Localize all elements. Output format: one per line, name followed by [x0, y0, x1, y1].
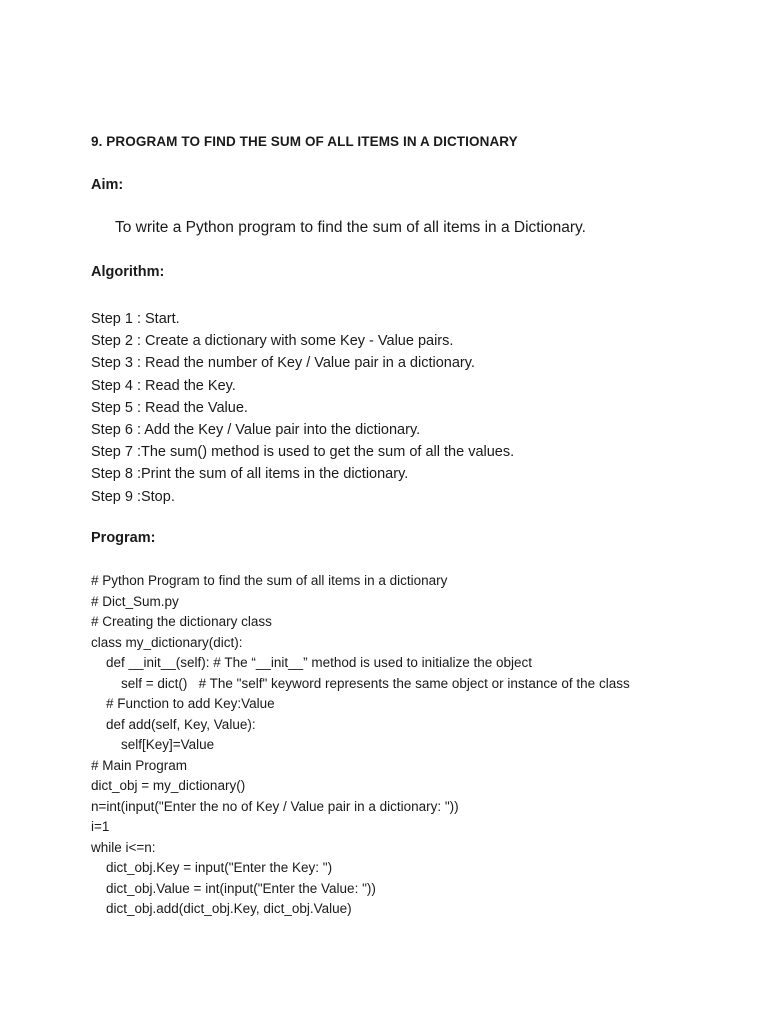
code-line: def __init__(self): # The “__init__” method is used to initialize the object [106, 655, 532, 670]
step-item [91, 397, 514, 419]
aim-text: To write a Python program to find the sum of all items in a Dictionary. [115, 219, 586, 236]
aim-label: Aim: [91, 177, 124, 193]
step-label: Step 1 : [91, 311, 141, 327]
step-label: Step 2 : [91, 333, 141, 350]
step-label: Step 5 : [91, 399, 141, 416]
code-line: # Dict_Sum.py [91, 593, 179, 609]
step-item [91, 419, 514, 441]
code-line: # Main Program [91, 757, 188, 773]
step-label: Step 4 : [91, 377, 141, 394]
step-text: Read the number of Key / Value pair in a dictionary. [140, 355, 475, 372]
code-line: n=int(input("Enter the no of Key / Value pair in a dictionary: ")) [91, 798, 459, 814]
algorithm-steps [91, 308, 514, 508]
step-item [91, 486, 514, 508]
algorithm-label: Algorithm: [91, 264, 165, 280]
code-line: # Creating the dictionary class [91, 614, 272, 629]
code-line: dict_obj.Value = int(input("Enter the Value: ")) [106, 880, 376, 896]
code-line: class my_dictionary(dict): [91, 634, 243, 650]
code-line: # Python Program to find the sum of all items in a dictionary [91, 573, 448, 588]
step-label: Step 8 : [91, 466, 141, 483]
program-label: Program: [91, 530, 156, 546]
step-item [91, 463, 514, 485]
code-line: self[Key]=Value [121, 737, 215, 752]
step-text: Create a dictionary with some Key - Value pairs. [140, 333, 454, 350]
step-text: The sum() method is used to get the sum of all the values. [140, 444, 515, 461]
code-line: dict_obj = my_dictionary() [91, 778, 246, 793]
code-line: # Function to add Key:Value [106, 696, 275, 711]
step-item [91, 441, 514, 463]
step-label: Step 6 : [91, 421, 141, 438]
code-line: dict_obj.Key = input("Enter the Key: ") [106, 860, 333, 875]
step-label: Step 9 : [91, 488, 141, 505]
code-line: def add(self, Key, Value): [106, 716, 256, 732]
program-heading: 9. PROGRAM TO FIND THE SUM OF ALL ITEMS IN A DICTIONARY [91, 134, 518, 149]
step-text: Print the sum of all items in the dictionary. [140, 466, 409, 483]
code-line: dict_obj.add(dict_obj.Key, dict_obj.Value) [106, 901, 352, 916]
step-item [91, 308, 514, 330]
step-text: Start. [140, 311, 180, 327]
program-code [91, 571, 630, 920]
step-label: Step 3 : [91, 355, 141, 372]
step-label: Step 7 : [91, 444, 141, 461]
step-item [91, 330, 514, 352]
code-line: self = dict() # The "self" keyword represents the same object or instance of the class [121, 675, 630, 691]
step-text: Add the Key / Value pair into the dictionary. [140, 421, 421, 438]
step-text: Read the Value. [140, 399, 248, 416]
step-item [91, 352, 514, 374]
code-line: while i<=n: [91, 839, 156, 855]
step-text: Stop. [140, 488, 175, 505]
code-line: i=1 [91, 819, 110, 834]
step-text: Read the Key. [140, 377, 236, 394]
step-item [91, 375, 514, 397]
